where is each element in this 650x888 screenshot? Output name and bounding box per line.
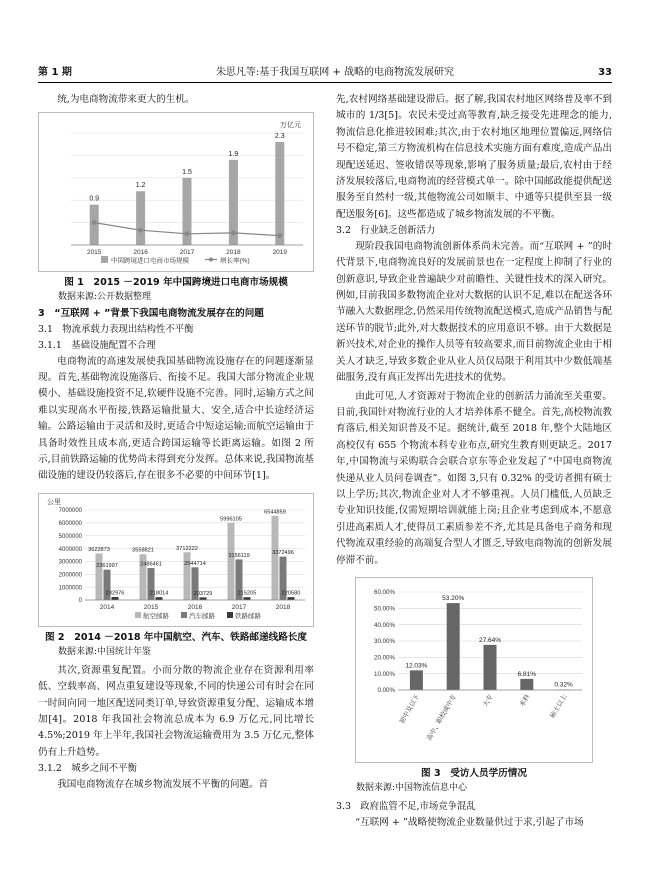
y-tick-label: 6000000	[58, 520, 82, 527]
paragraph: 我国电商物流存在城乡物流发展不平衡的问题。首	[57, 778, 269, 790]
bar	[484, 645, 497, 690]
data-label: 1.9	[228, 151, 239, 159]
bar	[447, 603, 460, 690]
line-point	[138, 228, 143, 233]
figure-1-caption: 图 1 2015 －2019 年中国跨境进口电商市场规模	[64, 277, 288, 289]
figure-1-source: 数据来源:公开数据整理	[58, 292, 152, 303]
x-tick-label: 大专	[482, 693, 495, 709]
legend-label: 增长率(%)	[220, 257, 250, 265]
y-tick-label: 1000000	[58, 585, 82, 592]
x-tick-label: 本科	[518, 693, 532, 709]
data-label: 3156119	[228, 552, 250, 559]
data-label: 218014	[149, 590, 169, 597]
section-3-1-1-heading: 3.1.1 基础设施配置不合理	[38, 340, 156, 351]
paragraph: 现阶段我国电商物流创新体系尚未完善。而“互联网 + ”的时代背景下,电商物流良好的发展前景也在一定程度上抑制了行业的创新意识,导致企业普遍缺少对前瞻性、关键性技术的深入研究。例如,目前我国多数物流企业对大数据的认识不足,难以在配送各环节融入大数据理念,仍然采用传统物流配送模式,造成产品销售与配送环节的脱节;此外,对大数据技术的应用意识不够。由于大数据是新兴技术,对企业的操作人员等有较高要求,而目前物流企业由于相关人才缺乏,导致多数企业从业人员仅局限于利用其中少数低端基础服务,没有真正发挥出先进技术的优势。	[336, 240, 612, 384]
y-tick-label: 20.00%	[374, 654, 395, 662]
data-label: 3372496	[272, 549, 294, 556]
bar	[184, 552, 191, 600]
data-label: 220580	[281, 590, 301, 597]
paragraph: 其次,资源重复配置。小而分散的物流企业存在资源利用率低、空载率高、网点重复建设等现象,不同的快递公司有时会在同一时间向同一地区配送同类订单,导致资源重复分配、运输成本增加[4]。2018 年我国社会物流总成本为 6.9 万亿元,同比增长 4.5%;2019 年上半年,我国社会物流运输费用为 3.5 万亿元,整体仍有上升趋势。	[38, 664, 314, 758]
y-tick-label: 7000000	[58, 508, 82, 515]
x-tick-label: 2018	[275, 603, 291, 611]
data-label: 0.9	[89, 196, 100, 204]
x-tick-label: 硕士以上	[549, 693, 569, 720]
data-label: 232976	[105, 590, 125, 597]
data-label: 215205	[237, 590, 257, 597]
bar	[136, 192, 145, 246]
x-tick-label: 2016	[187, 603, 203, 611]
data-label: 2486461	[140, 561, 162, 568]
chart-1	[39, 113, 313, 269]
page-number: 33	[598, 67, 612, 78]
legend-swatch	[101, 256, 108, 263]
x-tick-label: 2015	[86, 249, 102, 257]
right-column	[336, 92, 612, 831]
x-tick-label: 初中及以下	[398, 693, 422, 726]
section-3-heading: 3 “互联网 + ”背景下我国电商物流发展存在的问题	[38, 308, 264, 320]
figure-2	[38, 493, 314, 627]
x-tick-label: 2015	[143, 603, 159, 611]
data-label: 2361997	[96, 562, 118, 569]
y-tick-label: 3000000	[58, 559, 82, 566]
y-tick-label: 60.00%	[374, 589, 395, 597]
paragraph: 先,农村网络基础建设滞后。据了解,我国农村地区网络普及率不到城市的 1/3[5]。农民未受过高等教育,缺乏接受先进理念的能力,物流信息化推进较困难;其次,由于农村地区地理位置偏远,网络信号不稳定,第三方物流机构在信息技术实施方面有难度,造成产品出现配送延迟、签收错误等现象,影响了服务质量;最后,农村由于经济发展较落后,电商物流的经营模式单一。除中国邮政能提供配送服务至自然村一级,其他物流公司如顺丰、中通等只提供至县一级配送服务[6]。这些都造成了城乡物流发展的不平衡。	[336, 94, 612, 220]
data-label: 3622873	[88, 546, 110, 553]
y-tick-label: 30.00%	[374, 638, 395, 646]
bar	[96, 553, 103, 600]
x-tick-label: 2017	[179, 249, 195, 257]
data-label: 3712222	[176, 545, 198, 552]
legend-label: 航空邮路	[143, 612, 169, 620]
paragraph: 电商物流的高速发展使我国基础物流设施存在的问题逐渐显现。首先,基础物流设施落后、衔接不足。我国大部分物流企业规模小、基础设施投资不足,软硬件设施不完善。同时,运输方式之间难以实现高水平衔接,铁路运输批量大、安全,适合中长途经济运输。公路运输由于灵活和及时,更适合中短途运输;而航空运输由于具备时效性且成本高,更适合跨国运输等长距离运输。如图 2 所示,目前铁路运输的优势尚未得到充分发挥。总体来说,我国物流基础设施的建设仍较落后,存在很多不必要的中间环节[1]。	[38, 355, 314, 482]
paragraph: 统,为电商物流带来更大的生机。	[57, 94, 195, 105]
line-point	[92, 221, 97, 226]
bar	[200, 597, 207, 600]
figure-3-source: 数据来源:中国物流信息中心	[356, 782, 468, 793]
data-label: 3558821	[132, 547, 154, 554]
x-tick-label: 2014	[99, 603, 115, 611]
y-tick-label: 10.00%	[374, 670, 395, 678]
y-axis-title: 公里	[47, 498, 61, 506]
data-label: 2.3	[274, 133, 285, 141]
legend-swatch	[181, 612, 187, 618]
figure-3-caption: 图 3 受访人员学历情况	[421, 767, 527, 779]
data-label: 1.5	[182, 169, 192, 177]
y-tick-label: 5000000	[58, 533, 82, 540]
data-label: 1.2	[135, 182, 146, 190]
x-tick-label: 2016	[133, 249, 148, 257]
data-label: 27.64%	[478, 636, 502, 644]
data-label: 6544859	[264, 509, 286, 516]
section-3-1-heading: 3.1 物流承载力表现出结构性不平衡	[38, 324, 194, 336]
paragraph: “互联网 + ”战略使物流企业数量供过于求,引起了市场	[355, 816, 584, 828]
figure-2-caption: 图 2 2014 －2018 年中国航空、汽车、铁路邮递线路长度	[45, 631, 307, 643]
figure-2-source: 数据来源:中国统计年鉴	[58, 646, 152, 657]
line-point	[231, 231, 236, 236]
line-point	[277, 234, 282, 239]
bar	[244, 597, 251, 600]
header-rule	[38, 82, 612, 83]
chart-2	[39, 494, 313, 624]
y-tick-label: 50.00%	[374, 605, 395, 613]
legend-swatch	[135, 612, 141, 618]
data-label: 6.81%	[517, 670, 537, 678]
section-3-2-heading: 3.2 行业缺乏创新活力	[336, 225, 436, 237]
data-label: 12.03%	[405, 662, 428, 670]
bar	[520, 679, 533, 690]
data-label: 5996105	[220, 516, 242, 523]
line-point	[185, 232, 190, 237]
y-tick-label: 0.00%	[377, 687, 395, 695]
bar	[156, 597, 163, 600]
left-column	[38, 92, 314, 793]
bar	[228, 523, 235, 600]
running-title: 朱思凡等:基于我国互联网 + 战略的电商物流发展研究	[215, 67, 455, 78]
y-tick-label: 4000000	[58, 546, 82, 553]
legend-swatch	[227, 612, 233, 618]
bar	[272, 516, 279, 600]
x-tick-label: 2018	[226, 249, 241, 257]
legend-label: 中国跨境进口电商市场规模	[111, 257, 189, 265]
chart-3	[356, 578, 590, 760]
section-3-1-2-heading: 3.1.2 城乡之间不平衡	[38, 763, 137, 775]
issue-number: 第 1 期	[38, 67, 72, 78]
bar	[288, 597, 295, 600]
y-tick-label: 0	[78, 598, 82, 605]
section-3-3-heading: 3.3 政府监管不足,市场竞争混乱	[336, 800, 476, 812]
data-label: 203729	[193, 590, 213, 597]
y-tick-label: 40.00%	[374, 621, 395, 629]
running-header	[38, 64, 612, 78]
x-tick-label: 2017	[231, 603, 247, 611]
legend-swatch	[209, 258, 213, 262]
bar	[410, 670, 423, 690]
unit-label: 万亿元	[280, 122, 301, 130]
data-label: 0.32%	[554, 681, 573, 689]
data-label: 53.20%	[442, 595, 465, 603]
figure-3	[355, 577, 593, 763]
x-tick-label: 2019	[272, 249, 288, 257]
bar	[275, 142, 284, 245]
paragraph: 由此可见,人才资源对于物流企业的创新活力涌流至关重要。目前,我国针对物流行业的人才培养体系不健全。首先,高校物流教育落后,相关知识普及不足。据统计,截至 2018 年,整个大陆地区高校仅有 655 个物流本科专业布点,研究生教育则更缺乏。2017 年,中国物流与采购联合会联合京东等企业发起了“中国电商物流快递从业人员问卷调查”。如图 3,只有 0.32% 的受访者拥有硕士以上学历;其次,物流企业对人才不够重视。人员门槛低,人员缺乏专业知识技能,仅需短期培训就能上岗;且企业考虑到成本,不愿意引进高素质人才,使得员工素质参差不齐,尤其是具备电子商务和现代物流双重经验的高端复合型人才匮乏,导致电商物流的创新发展停滞不前。	[336, 390, 612, 566]
legend-label: 铁路邮路	[235, 612, 261, 620]
figure-1	[38, 112, 314, 272]
data-label: 2544714	[184, 560, 206, 567]
legend-label: 汽车邮路	[189, 612, 215, 620]
bar	[112, 597, 119, 600]
y-tick-label: 2000000	[58, 572, 82, 579]
x-tick-label: 高中、职校或中专	[425, 693, 458, 743]
